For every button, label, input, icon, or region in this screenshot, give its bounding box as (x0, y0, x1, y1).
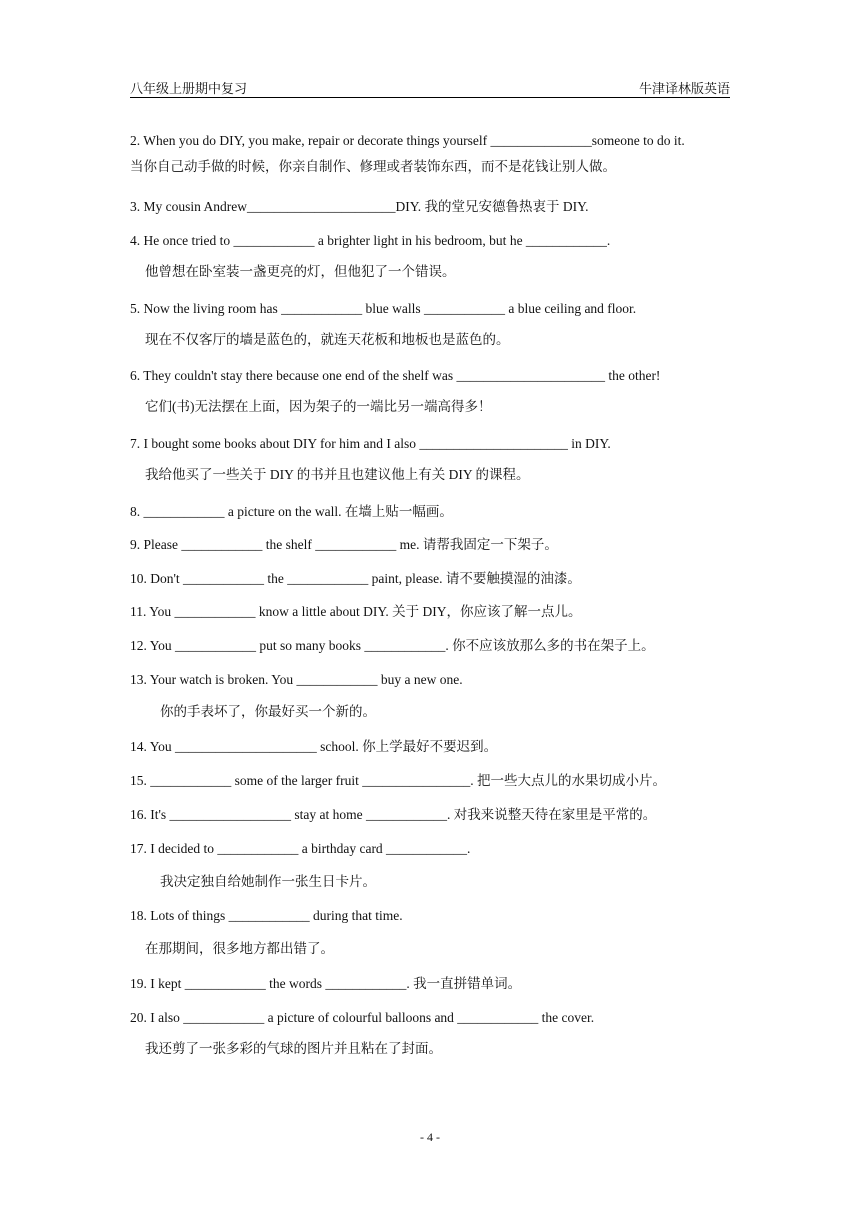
exercise-line: 12. You ____________ put so many books ____________. 你不应该放那么多的书在架子上。 (130, 638, 655, 653)
exercise-line: 3. My cousin Andrew______________________DIY. 我的堂兄安德鲁热衷于 DIY. (130, 199, 589, 214)
exercise-line: 13. Your watch is broken. You ____________ buy a new one. (130, 672, 463, 687)
exercise-line: 10. Don't ____________ the ____________ paint, please. 请不要触摸湿的油漆。 (130, 571, 581, 586)
header-divider (130, 97, 730, 98)
exercise-line: 8. ____________ a picture on the wall. 在墙上贴一幅画。 (130, 504, 453, 519)
exercise-line: 20. I also ____________ a picture of colourful balloons and ____________ the cover. (130, 1010, 595, 1025)
exercise-line: 7. I bought some books about DIY for him and I also ______________________ in DIY. (130, 436, 611, 451)
exercise-line: 18. Lots of things ____________ during that time. (130, 908, 403, 923)
exercise-line: 2. When you do DIY, you make, repair or decorate things yourself _______________someone to do it. (130, 133, 685, 148)
page-number: - 4 - (420, 1130, 440, 1144)
exercise-line: 19. I kept ____________ the words ____________. 我一直拼错单词。 (130, 976, 522, 991)
exercise-line: 4. He once tried to ____________ a brighter light in his bedroom, but he ____________. (130, 233, 611, 248)
exercise-line: 现在不仅客厅的墙是蓝色的，就连天花板和地板也是蓝色的。 (145, 332, 510, 347)
page-header (130, 78, 730, 98)
exercise-line: 我给他买了一些关于 DIY 的书并且也建议他上有关 DIY 的课程。 (145, 467, 530, 482)
exercise-line: 14. You _____________________ school. 你上学最好不要迟到。 (130, 739, 498, 754)
exercise-line: 他曾想在卧室装一盏更亮的灯，但他犯了一个错误。 (145, 264, 456, 279)
exercise-line: 你的手表坏了，你最好买一个新的。 (160, 704, 376, 719)
exercise-line: 16. It's __________________ stay at home ____________. 对我来说整天待在家里是平常的。 (130, 807, 657, 822)
exercise-line: 15. ____________ some of the larger fruit ________________. 把一些大点儿的水果切成小片。 (130, 773, 666, 788)
exercise-line: 17. I decided to ____________ a birthday card ____________. (130, 841, 471, 856)
exercise-line: 我决定独自给她制作一张生日卡片。 (160, 874, 376, 889)
exercise-line: 它们(书)无法摆在上面，因为架子的一端比另一端高得多！ (145, 399, 492, 414)
exercise-line: 5. Now the living room has ____________ blue walls ____________ a blue ceiling and floor. (130, 301, 637, 316)
header-left-title: 八年级上册期中复习 (130, 81, 248, 96)
exercise-line: 9. Please ____________ the shelf ____________ me. 请帮我固定一下架子。 (130, 537, 558, 552)
exercise-line: 11. You ____________ know a little about DIY. 关于 DIY，你应该了解一点儿。 (130, 604, 582, 619)
exercise-line: 在那期间，很多地方都出错了。 (145, 941, 334, 956)
exercise-line: 当你自己动手做的时候，你亲自制作、修理或者装饰东西，而不是花钱让别人做。 (130, 159, 616, 174)
exercise-line: 6. They couldn't stay there because one end of the shelf was ______________________ the other! (130, 368, 661, 383)
header-right-title: 牛津译林版英语 (638, 81, 730, 96)
exercise-line: 我还剪了一张多彩的气球的图片并且粘在了封面。 (145, 1041, 442, 1056)
